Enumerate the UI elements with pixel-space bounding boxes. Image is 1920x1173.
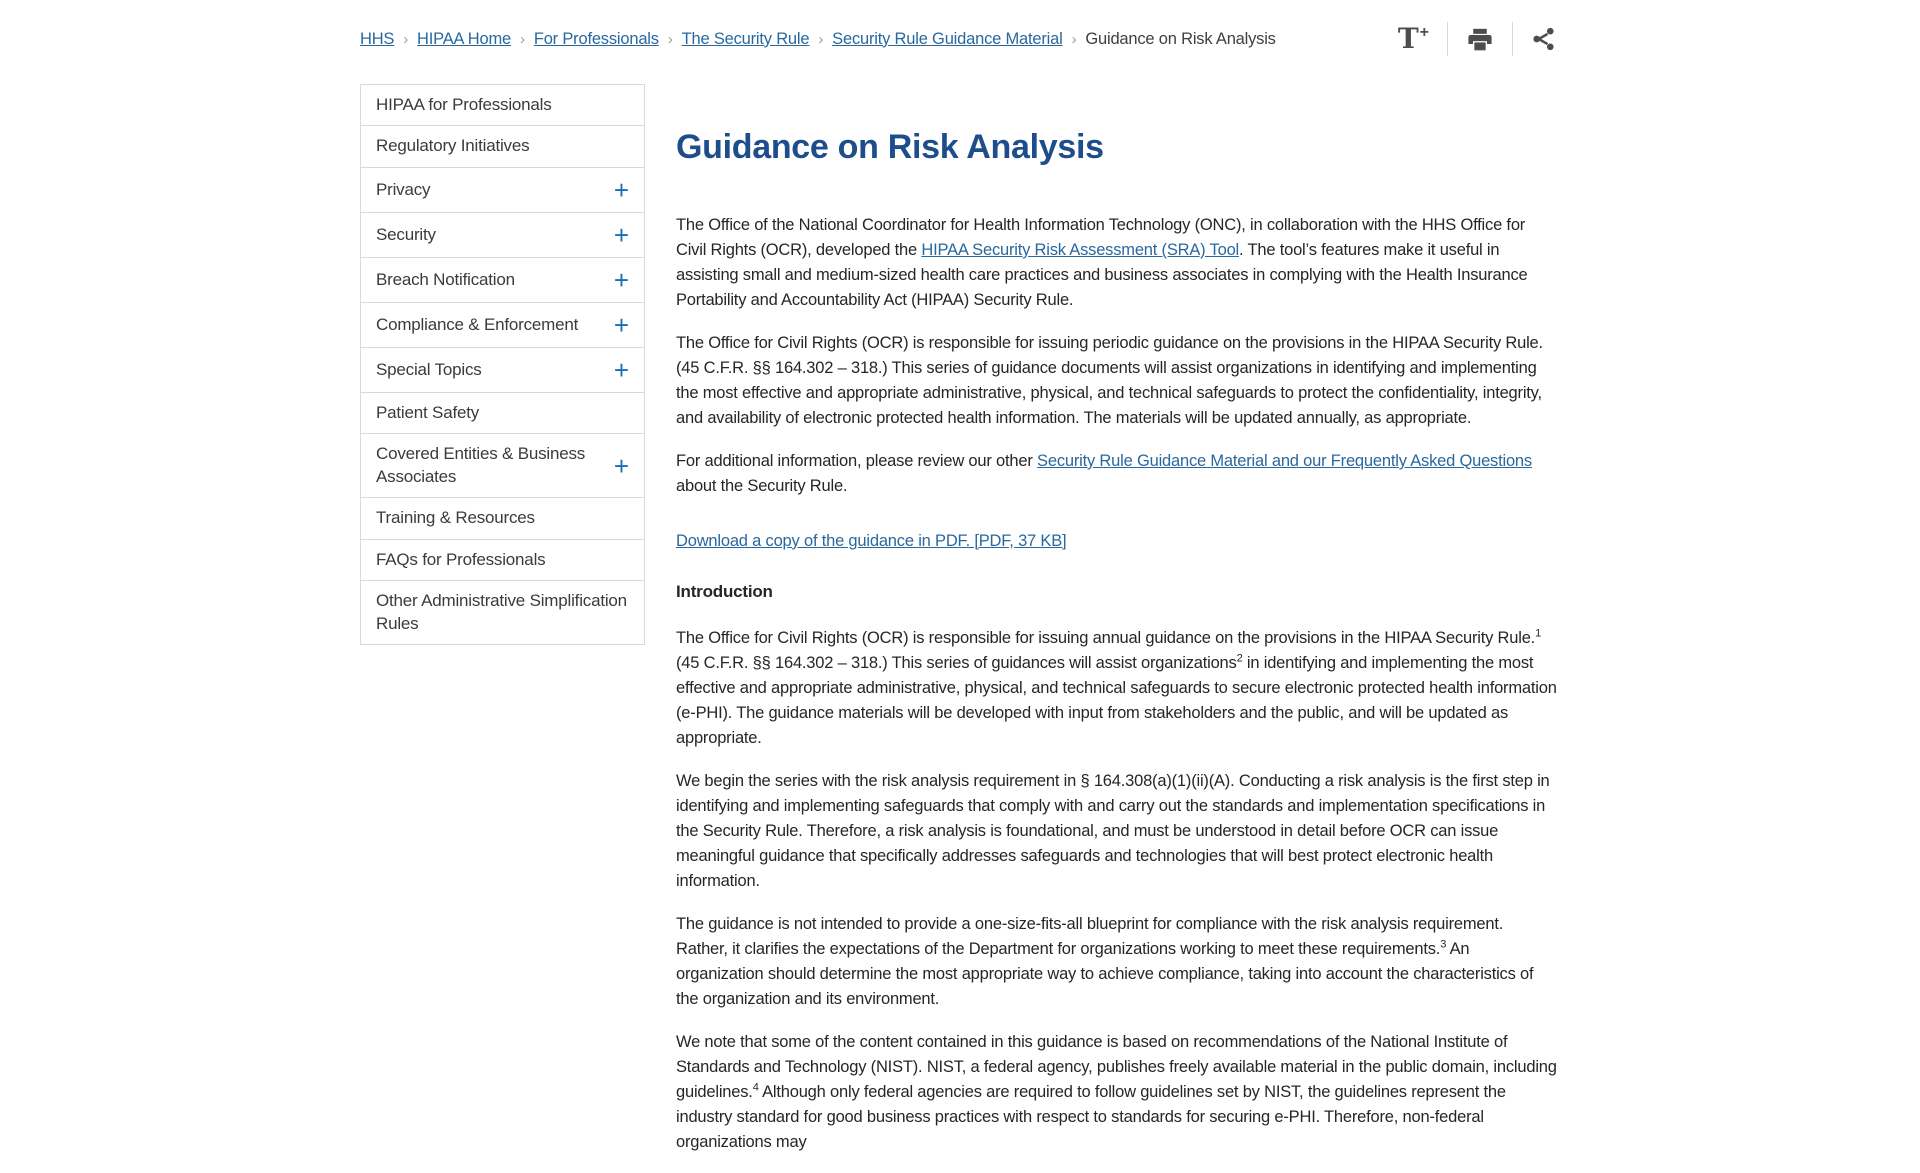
paragraph: The Office of the National Coordinator for Health Information Technology (ONC), in collaboration with the HHS Office for Civil Rights (OCR), developed the HIPAA Security Risk Assessment (SRA) Tool. The tool’s features make it useful in assisting small and medium-sized health care practices and business associates in complying with the Health Insurance Portability and Accountability Act (HIPAA) Security Rule. [676, 216, 1528, 309]
breadcrumb-link[interactable]: For Professionals [533, 29, 659, 48]
footnote-ref: 4 [752, 1081, 759, 1094]
sidebar-item-label[interactable]: Special Topics [376, 359, 482, 379]
sidebar-item-label[interactable]: FAQs for Professionals [376, 549, 546, 569]
footnote-ref: 2 [1236, 652, 1243, 665]
breadcrumb-bar [360, 0, 1560, 56]
expand-plus-icon[interactable]: + [606, 453, 629, 479]
toolbar-divider [1512, 22, 1513, 56]
share-icon [1531, 26, 1556, 52]
breadcrumb-current: Guidance on Risk Analysis [1085, 29, 1276, 48]
toolbar-divider [1447, 22, 1448, 56]
inline-link[interactable]: Security Rule Guidance Material and our Frequently Asked Questions [1037, 452, 1532, 470]
sidebar-item[interactable] [361, 392, 644, 433]
breadcrumb-separator-icon: › [667, 30, 673, 48]
sidebar-item[interactable] [361, 125, 644, 166]
sidebar-item[interactable] [361, 580, 644, 644]
paragraph: The Office for Civil Rights (OCR) is responsible for issuing periodic guidance on the provisions in the HIPAA Security Rule. (45 C.F.R. §§ 164.302 – 318.) This series of guidance documents will assist organizations in identifying and implementing the most effective and appropriate administrative, physical, and technical safeguards to protect the confidentiality, integrity, and availability of electronic protected health information. The materials will be updated annually, as appropriate. [676, 334, 1543, 427]
sidebar-item-label[interactable]: Regulatory Initiatives [376, 136, 530, 156]
breadcrumb-separator-icon: › [1071, 30, 1077, 48]
sidebar-item-label[interactable]: HIPAA for Professionals [376, 95, 552, 114]
breadcrumb-link[interactable]: HIPAA Home [417, 29, 512, 48]
main-content [676, 84, 1559, 1173]
sidebar-item-label[interactable]: Compliance & Enforcement [376, 314, 579, 334]
paragraph: The Office for Civil Rights (OCR) is responsible for issuing annual guidance on the provisions in the HIPAA Security Rule.$^1$ (45 C.F.R. §§ 164.302 – 318.) This series of guidances will assist organizations$^2$ in identifying and implementing the most effective and appropriate administrative, physical, and technical safeguards to secure electronic protected health information (e-PHI). The guidance materials will be developed with input from stakeholders and the public, and will be updated as appropriate. [676, 627, 1557, 747]
sidebar-item[interactable] [361, 167, 644, 212]
expand-plus-icon[interactable]: + [606, 312, 629, 338]
sidebar-item-label[interactable]: Breach Notification [376, 269, 515, 289]
inline-link[interactable]: Download a copy of the guidance in PDF. [PDF, 37 KB] [676, 532, 1067, 550]
sidebar-item-label[interactable]: Patient Safety [376, 402, 480, 422]
expand-plus-icon[interactable]: + [606, 267, 629, 293]
sidebar-item[interactable] [361, 302, 644, 347]
breadcrumb-separator-icon: › [818, 30, 824, 48]
footnote-ref: 1 [1535, 627, 1541, 640]
sidebar-item[interactable] [361, 85, 644, 125]
sidebar-item-label[interactable]: Other Administrative Simplification Rules [376, 591, 627, 633]
share-button[interactable] [1527, 26, 1560, 52]
expand-plus-icon[interactable]: + [606, 177, 629, 203]
article-body [676, 213, 1559, 1155]
content-area [360, 84, 1560, 1173]
sidebar-item[interactable] [361, 257, 644, 302]
sidebar-item[interactable] [361, 212, 644, 257]
paragraph: The guidance is not intended to provide a one-size-fits-all blueprint for compliance with the risk analysis requirement. Rather, it clarifies the expectations of the Department for organizations working to meet these requirements.$^3$ An organization should determine the most appropriate way to achieve compliance, taking into account the characteristics of the organization and its environment. [676, 915, 1534, 1008]
paragraph: We begin the series with the risk analysis requirement in § 164.308(a)(1)(ii)(A). Conducting a risk analysis is the first step in identifying and implementing safeguards that comply with and carry out the standards and implementation specifications in the Security Rule. Therefore, a risk analysis is foundational, and must be understood in detail before OCR can issue meaningful guidance that specifically addresses safeguards and technologies that will best protect electronic health information. [676, 772, 1550, 890]
footnote-ref: 3 [1440, 938, 1447, 951]
paragraph [676, 529, 1559, 554]
text-size-icon: T [1397, 22, 1419, 55]
sidebar-item[interactable] [361, 497, 644, 538]
sidebar-item[interactable] [361, 347, 644, 392]
expand-plus-icon[interactable]: + [606, 357, 629, 383]
print-icon [1466, 26, 1494, 53]
breadcrumb-link[interactable]: The Security Rule [681, 29, 810, 48]
print-button[interactable] [1462, 26, 1498, 53]
sidebar-item-label[interactable]: Security [376, 224, 436, 244]
breadcrumb-separator-icon: › [403, 30, 409, 48]
page-container [360, 0, 1560, 1173]
sidebar-item[interactable] [361, 433, 644, 497]
breadcrumb-separator-icon: › [520, 30, 525, 48]
page-title: Guidance on Risk Analysis [676, 128, 1104, 166]
text-resize-button[interactable]: T + [1394, 25, 1433, 53]
sidebar-item-label[interactable]: Privacy [376, 179, 431, 199]
breadcrumb-link[interactable]: HHS [360, 29, 395, 48]
expand-plus-icon[interactable]: + [606, 222, 629, 248]
page-tools [1394, 22, 1560, 56]
breadcrumb [360, 30, 1276, 49]
paragraph: We note that some of the content contained in this guidance is based on recommendations of the National Institute of Standards and Technology (NIST). NIST, a federal agency, publishes freely available material in the public domain, including guidelines.$^4$ Although only federal agencies are required to follow guidelines set by NIST, the guidelines represent the industry standard for good business practices with respect to standards for securing e-PHI. Therefore, non-federal organizations may [676, 1033, 1557, 1151]
sidebar-item-label[interactable]: Training & Resources [376, 508, 535, 528]
inline-link[interactable]: HIPAA Security Risk Assessment (SRA) Tool [921, 241, 1240, 259]
sidebar-nav [360, 84, 645, 645]
sidebar-item[interactable] [361, 539, 644, 580]
breadcrumb-link[interactable]: Security Rule Guidance Material [832, 29, 1063, 48]
section-heading: Introduction [676, 582, 773, 601]
sidebar-item-label[interactable]: Covered Entities & Business Associates [376, 444, 586, 486]
paragraph: For additional information, please review our other Security Rule Guidance Material and our Frequently Asked Questions about the Security Rule. [676, 452, 1532, 495]
